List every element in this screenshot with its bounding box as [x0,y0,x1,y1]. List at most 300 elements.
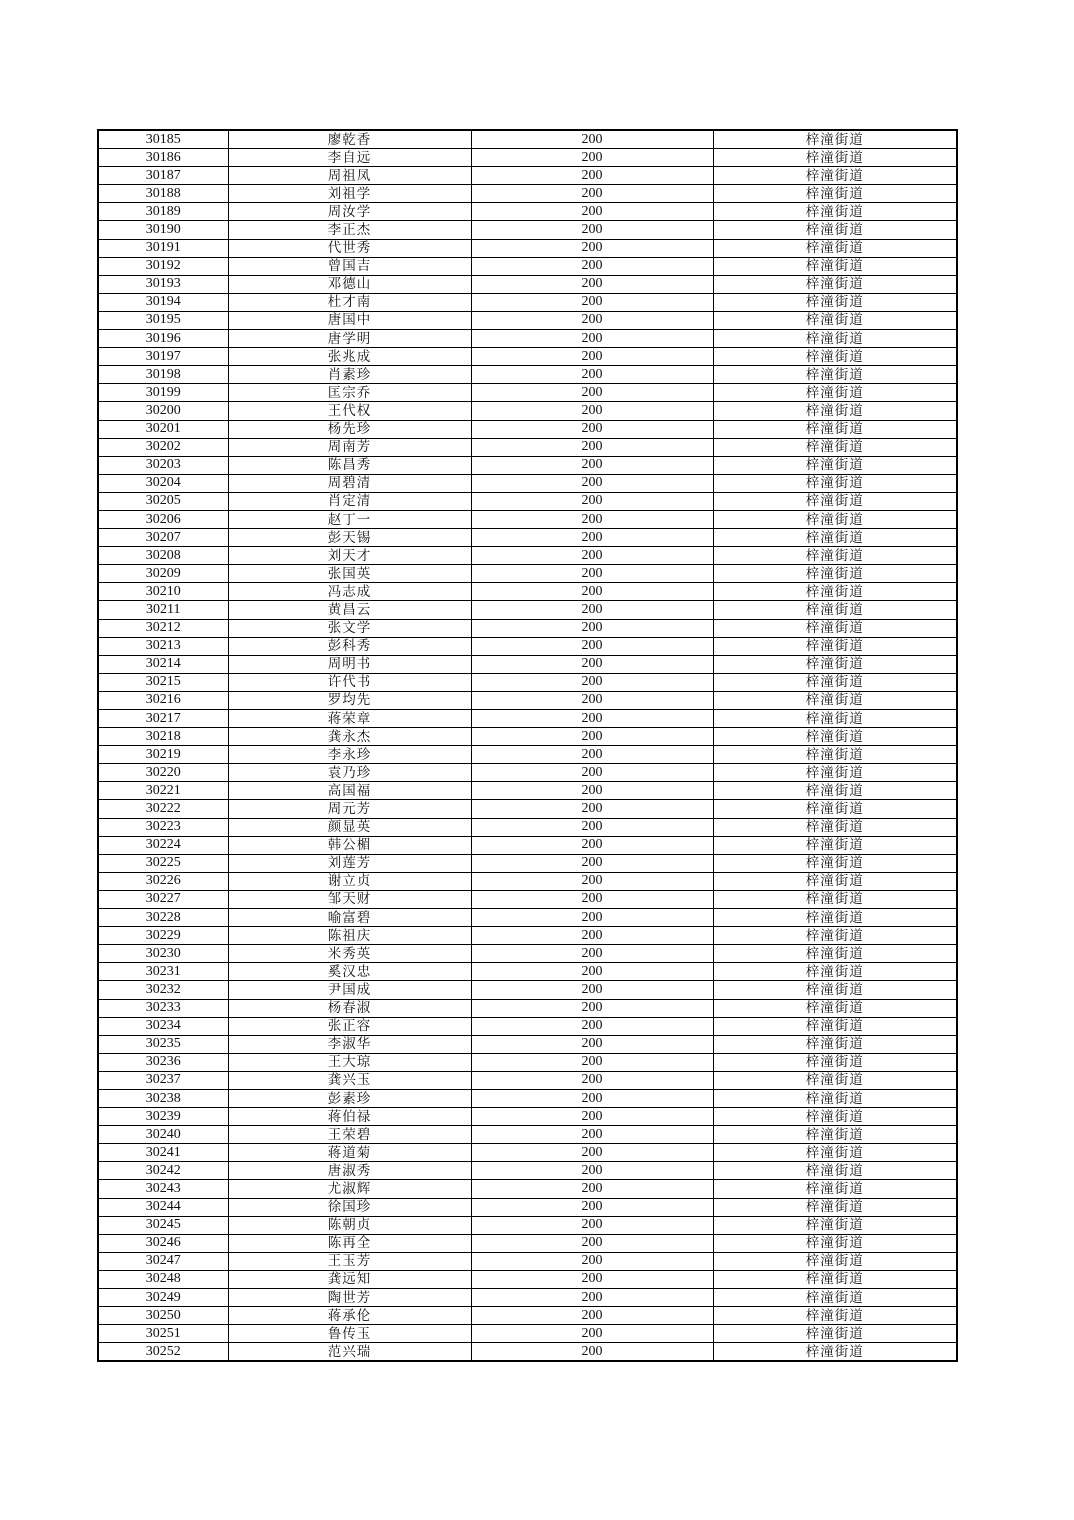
cell-id: 30192 [98,257,228,275]
cell-id: 30229 [98,927,228,945]
table-row [98,1307,957,1325]
cell-amount: 200 [471,1198,713,1216]
cell-amount: 200 [471,330,713,348]
cell-area: 梓潼街道 [713,963,957,981]
cell-amount: 200 [471,927,713,945]
table-row [98,1216,957,1234]
table-row [98,438,957,456]
cell-amount: 200 [471,348,713,366]
cell-id: 30248 [98,1270,228,1288]
cell-area: 梓潼街道 [713,981,957,999]
cell-amount: 200 [471,438,713,456]
cell-area: 梓潼街道 [713,1289,957,1307]
cell-name: 廖乾香 [228,130,471,149]
cell-name: 陶世芳 [228,1289,471,1307]
cell-amount: 200 [471,710,713,728]
table-row [98,927,957,945]
cell-id: 30223 [98,818,228,836]
cell-id: 30220 [98,764,228,782]
cell-id: 30203 [98,456,228,474]
cell-area: 梓潼街道 [713,1017,957,1035]
table-row [98,221,957,239]
cell-area: 梓潼街道 [713,800,957,818]
table-row [98,872,957,890]
cell-amount: 200 [471,1270,713,1288]
cell-area: 梓潼街道 [713,637,957,655]
cell-area: 梓潼街道 [713,565,957,583]
cell-name: 米秀英 [228,945,471,963]
cell-area: 梓潼街道 [713,1071,957,1089]
cell-amount: 200 [471,1162,713,1180]
cell-id: 30196 [98,330,228,348]
table-row [98,800,957,818]
cell-area: 梓潼街道 [713,402,957,420]
cell-amount: 200 [471,872,713,890]
cell-id: 30236 [98,1053,228,1071]
cell-amount: 200 [471,420,713,438]
table-row [98,764,957,782]
table-row [98,1108,957,1126]
cell-name: 李正杰 [228,221,471,239]
cell-name: 周明书 [228,655,471,673]
cell-area: 梓潼街道 [713,782,957,800]
cell-id: 30191 [98,239,228,257]
cell-id: 30237 [98,1071,228,1089]
table-row [98,836,957,854]
table-row [98,637,957,655]
table-row [98,420,957,438]
cell-name: 喻富碧 [228,909,471,927]
cell-area: 梓潼街道 [713,130,957,149]
cell-amount: 200 [471,818,713,836]
cell-id: 30199 [98,384,228,402]
cell-name: 彭素珍 [228,1089,471,1107]
table-row [98,673,957,691]
cell-amount: 200 [471,565,713,583]
table-row [98,601,957,619]
cell-name: 王玉芳 [228,1252,471,1270]
cell-amount: 200 [471,890,713,908]
cell-id: 30235 [98,1035,228,1053]
cell-area: 梓潼街道 [713,510,957,528]
table-row [98,728,957,746]
cell-area: 梓潼街道 [713,764,957,782]
cell-amount: 200 [471,311,713,329]
cell-name: 周南芳 [228,438,471,456]
cell-area: 梓潼街道 [713,655,957,673]
cell-area: 梓潼街道 [713,601,957,619]
cell-name: 刘莲芳 [228,854,471,872]
table-row [98,909,957,927]
cell-id: 30209 [98,565,228,583]
table-row [98,1089,957,1107]
cell-area: 梓潼街道 [713,366,957,384]
cell-area: 梓潼街道 [713,818,957,836]
cell-name: 冯志成 [228,583,471,601]
cell-amount: 200 [471,1307,713,1325]
cell-area: 梓潼街道 [713,456,957,474]
cell-amount: 200 [471,239,713,257]
cell-id: 30211 [98,601,228,619]
cell-id: 30215 [98,673,228,691]
table-row [98,510,957,528]
table-row [98,945,957,963]
cell-id: 30201 [98,420,228,438]
cell-amount: 200 [471,510,713,528]
cell-amount: 200 [471,547,713,565]
cell-name: 蒋道菊 [228,1144,471,1162]
table-row [98,1180,957,1198]
cell-amount: 200 [471,130,713,149]
cell-id: 30227 [98,890,228,908]
table-row [98,818,957,836]
cell-area: 梓潼街道 [713,239,957,257]
cell-id: 30251 [98,1325,228,1343]
cell-amount: 200 [471,1144,713,1162]
cell-id: 30198 [98,366,228,384]
cell-amount: 200 [471,800,713,818]
cell-amount: 200 [471,529,713,547]
cell-amount: 200 [471,691,713,709]
cell-area: 梓潼街道 [713,746,957,764]
cell-amount: 200 [471,728,713,746]
subsidy-table [97,129,958,1362]
cell-name: 尹国成 [228,981,471,999]
cell-id: 30208 [98,547,228,565]
cell-id: 30230 [98,945,228,963]
cell-name: 袁乃珍 [228,764,471,782]
table-row [98,456,957,474]
table-row [98,366,957,384]
cell-area: 梓潼街道 [713,474,957,492]
cell-area: 梓潼街道 [713,1343,957,1362]
cell-area: 梓潼街道 [713,1216,957,1234]
cell-area: 梓潼街道 [713,854,957,872]
table-body [98,130,957,1361]
cell-area: 梓潼街道 [713,348,957,366]
table-row [98,1144,957,1162]
cell-id: 30221 [98,782,228,800]
cell-name: 杨春淑 [228,999,471,1017]
cell-name: 陈朝贞 [228,1216,471,1234]
cell-amount: 200 [471,764,713,782]
cell-amount: 200 [471,1289,713,1307]
cell-name: 龚兴玉 [228,1071,471,1089]
table-row [98,890,957,908]
cell-id: 30200 [98,402,228,420]
table-row [98,565,957,583]
cell-name: 赵丁一 [228,510,471,528]
cell-id: 30226 [98,872,228,890]
cell-area: 梓潼街道 [713,384,957,402]
cell-id: 30205 [98,492,228,510]
cell-amount: 200 [471,981,713,999]
cell-area: 梓潼街道 [713,1234,957,1252]
cell-name: 刘天才 [228,547,471,565]
cell-amount: 200 [471,1108,713,1126]
cell-name: 尤淑辉 [228,1180,471,1198]
cell-id: 30224 [98,836,228,854]
table-row [98,257,957,275]
cell-area: 梓潼街道 [713,275,957,293]
cell-name: 蒋承伦 [228,1307,471,1325]
cell-name: 张正容 [228,1017,471,1035]
cell-id: 30252 [98,1343,228,1362]
cell-id: 30187 [98,167,228,185]
cell-area: 梓潼街道 [713,492,957,510]
cell-id: 30228 [98,909,228,927]
cell-amount: 200 [471,836,713,854]
cell-name: 王大琼 [228,1053,471,1071]
cell-id: 30233 [98,999,228,1017]
table-row [98,583,957,601]
cell-name: 李永珍 [228,746,471,764]
cell-amount: 200 [471,1343,713,1362]
cell-name: 罗均先 [228,691,471,709]
cell-id: 30195 [98,311,228,329]
cell-area: 梓潼街道 [713,872,957,890]
cell-area: 梓潼街道 [713,149,957,167]
cell-area: 梓潼街道 [713,728,957,746]
cell-id: 30185 [98,130,228,149]
cell-area: 梓潼街道 [713,1162,957,1180]
cell-name: 肖定清 [228,492,471,510]
cell-name: 李淑华 [228,1035,471,1053]
cell-name: 谢立贞 [228,872,471,890]
table-row [98,1126,957,1144]
cell-amount: 200 [471,293,713,311]
table-row [98,275,957,293]
cell-area: 梓潼街道 [713,999,957,1017]
cell-name: 周元芳 [228,800,471,818]
cell-amount: 200 [471,402,713,420]
cell-area: 梓潼街道 [713,691,957,709]
table-row [98,746,957,764]
cell-area: 梓潼街道 [713,420,957,438]
cell-area: 梓潼街道 [713,1198,957,1216]
cell-name: 周汝学 [228,203,471,221]
cell-id: 30194 [98,293,228,311]
table-row [98,239,957,257]
table-row [98,348,957,366]
cell-amount: 200 [471,167,713,185]
cell-amount: 200 [471,999,713,1017]
table-row [98,293,957,311]
cell-name: 陈昌秀 [228,456,471,474]
cell-area: 梓潼街道 [713,1307,957,1325]
cell-id: 30225 [98,854,228,872]
cell-amount: 200 [471,474,713,492]
cell-name: 龚永杰 [228,728,471,746]
cell-area: 梓潼街道 [713,438,957,456]
cell-amount: 200 [471,1180,713,1198]
table-row [98,167,957,185]
cell-amount: 200 [471,1017,713,1035]
cell-amount: 200 [471,275,713,293]
cell-amount: 200 [471,384,713,402]
cell-amount: 200 [471,619,713,637]
table-row [98,130,957,149]
table-row [98,999,957,1017]
cell-id: 30232 [98,981,228,999]
cell-amount: 200 [471,221,713,239]
cell-name: 韩公楣 [228,836,471,854]
table-row [98,1252,957,1270]
cell-id: 30218 [98,728,228,746]
cell-area: 梓潼街道 [713,547,957,565]
cell-id: 30213 [98,637,228,655]
table-row [98,1017,957,1035]
cell-id: 30202 [98,438,228,456]
cell-amount: 200 [471,185,713,203]
table-row [98,474,957,492]
cell-name: 王代权 [228,402,471,420]
table-row [98,1270,957,1288]
cell-name: 陈祖庆 [228,927,471,945]
cell-amount: 200 [471,1089,713,1107]
cell-id: 30244 [98,1198,228,1216]
cell-amount: 200 [471,456,713,474]
cell-name: 刘祖学 [228,185,471,203]
cell-amount: 200 [471,1234,713,1252]
cell-name: 张国英 [228,565,471,583]
cell-id: 30245 [98,1216,228,1234]
cell-amount: 200 [471,782,713,800]
cell-amount: 200 [471,1035,713,1053]
cell-id: 30197 [98,348,228,366]
cell-id: 30207 [98,529,228,547]
table-row [98,330,957,348]
cell-name: 杜才南 [228,293,471,311]
cell-area: 梓潼街道 [713,330,957,348]
cell-area: 梓潼街道 [713,311,957,329]
cell-name: 唐学明 [228,330,471,348]
cell-name: 唐淑秀 [228,1162,471,1180]
cell-area: 梓潼街道 [713,1180,957,1198]
cell-name: 蒋荣章 [228,710,471,728]
cell-name: 代世秀 [228,239,471,257]
cell-id: 30186 [98,149,228,167]
cell-amount: 200 [471,746,713,764]
cell-name: 邓德山 [228,275,471,293]
cell-name: 张兆成 [228,348,471,366]
cell-id: 30214 [98,655,228,673]
cell-id: 30234 [98,1017,228,1035]
table-row [98,710,957,728]
cell-id: 30219 [98,746,228,764]
cell-name: 李自远 [228,149,471,167]
cell-id: 30250 [98,1307,228,1325]
table-row [98,185,957,203]
cell-amount: 200 [471,673,713,691]
cell-id: 30246 [98,1234,228,1252]
cell-amount: 200 [471,655,713,673]
cell-name: 徐国珍 [228,1198,471,1216]
table-row [98,1035,957,1053]
cell-name: 范兴瑞 [228,1343,471,1362]
cell-amount: 200 [471,637,713,655]
cell-name: 高国福 [228,782,471,800]
cell-area: 梓潼街道 [713,203,957,221]
cell-amount: 200 [471,366,713,384]
cell-amount: 200 [471,854,713,872]
cell-area: 梓潼街道 [713,1089,957,1107]
table-row [98,529,957,547]
table-row [98,1053,957,1071]
table-row [98,1198,957,1216]
table-row [98,384,957,402]
cell-area: 梓潼街道 [713,1035,957,1053]
cell-id: 30217 [98,710,228,728]
table-row [98,619,957,637]
cell-area: 梓潼街道 [713,1108,957,1126]
cell-id: 30238 [98,1089,228,1107]
cell-name: 张文学 [228,619,471,637]
table-row [98,854,957,872]
cell-id: 30193 [98,275,228,293]
cell-id: 30204 [98,474,228,492]
cell-id: 30240 [98,1126,228,1144]
table-row [98,203,957,221]
cell-name: 黄昌云 [228,601,471,619]
cell-area: 梓潼街道 [713,293,957,311]
table-row [98,149,957,167]
cell-area: 梓潼街道 [713,1270,957,1288]
table-row [98,782,957,800]
cell-name: 邹天财 [228,890,471,908]
cell-area: 梓潼街道 [713,945,957,963]
cell-amount: 200 [471,583,713,601]
cell-amount: 200 [471,601,713,619]
table-row [98,311,957,329]
cell-area: 梓潼街道 [713,583,957,601]
cell-amount: 200 [471,963,713,981]
table-row [98,1234,957,1252]
cell-amount: 200 [471,1325,713,1343]
cell-name: 颜显英 [228,818,471,836]
cell-name: 肖素珍 [228,366,471,384]
cell-id: 30242 [98,1162,228,1180]
cell-area: 梓潼街道 [713,185,957,203]
cell-amount: 200 [471,1053,713,1071]
cell-name: 王荣碧 [228,1126,471,1144]
cell-area: 梓潼街道 [713,1126,957,1144]
cell-area: 梓潼街道 [713,673,957,691]
cell-area: 梓潼街道 [713,529,957,547]
cell-name: 龚远知 [228,1270,471,1288]
cell-area: 梓潼街道 [713,927,957,945]
cell-amount: 200 [471,492,713,510]
cell-name: 曾国吉 [228,257,471,275]
cell-name: 匡宗乔 [228,384,471,402]
cell-amount: 200 [471,1216,713,1234]
cell-amount: 200 [471,945,713,963]
cell-name: 彭科秀 [228,637,471,655]
table-row [98,1343,957,1362]
cell-name: 杨先珍 [228,420,471,438]
cell-name: 蒋伯禄 [228,1108,471,1126]
cell-area: 梓潼街道 [713,909,957,927]
table-row [98,402,957,420]
cell-area: 梓潼街道 [713,1053,957,1071]
cell-id: 30231 [98,963,228,981]
cell-name: 周祖凤 [228,167,471,185]
cell-amount: 200 [471,1252,713,1270]
cell-id: 30189 [98,203,228,221]
cell-area: 梓潼街道 [713,836,957,854]
cell-id: 30243 [98,1180,228,1198]
cell-id: 30241 [98,1144,228,1162]
